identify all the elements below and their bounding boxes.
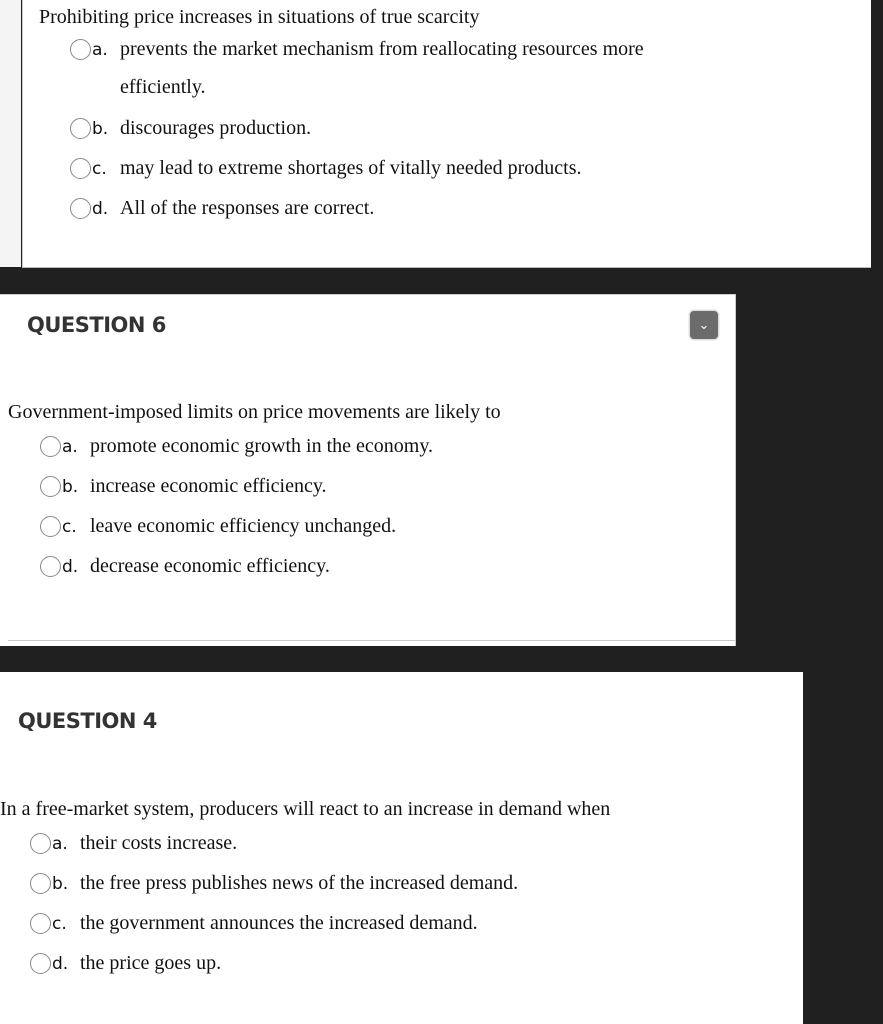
option-text: decrease economic efficiency. xyxy=(90,555,330,577)
option-letter: c. xyxy=(92,159,107,179)
question-panel-previous xyxy=(22,0,871,268)
option-b[interactable] xyxy=(40,475,327,505)
option-letter: a. xyxy=(52,834,68,854)
chevron-down-icon[interactable]: ⌄ xyxy=(689,310,719,340)
option-letter: c. xyxy=(52,914,67,934)
question-heading: QUESTION 4 xyxy=(18,709,157,733)
question-panel-6 xyxy=(0,294,736,646)
radio-button[interactable] xyxy=(30,833,51,854)
option-c[interactable] xyxy=(70,157,582,187)
option-text: discourages production. xyxy=(120,117,312,139)
option-a[interactable] xyxy=(40,435,433,465)
radio-button[interactable] xyxy=(30,873,51,894)
question-stem: In a free-market system, producers will react to an increase in demand when xyxy=(0,798,611,820)
radio-button[interactable] xyxy=(70,158,91,179)
option-d[interactable] xyxy=(30,952,221,982)
divider xyxy=(8,640,735,641)
option-text: increase economic efficiency. xyxy=(90,475,327,497)
radio-button[interactable] xyxy=(40,436,61,457)
option-letter: d. xyxy=(52,954,69,974)
option-letter: c. xyxy=(62,517,77,537)
option-b[interactable] xyxy=(30,872,518,902)
option-text: All of the responses are correct. xyxy=(120,197,375,219)
option-letter: d. xyxy=(62,557,79,577)
question-stem: Government-imposed limits on price movements are likely to xyxy=(8,401,501,423)
option-text: the price goes up. xyxy=(80,952,222,974)
option-letter: b. xyxy=(62,477,79,497)
option-c[interactable] xyxy=(40,515,396,545)
question-heading: QUESTION 6 xyxy=(27,313,166,337)
radio-button[interactable] xyxy=(30,913,51,934)
option-a[interactable] xyxy=(30,832,237,862)
option-text: promote economic growth in the economy. xyxy=(90,435,434,457)
option-letter: a. xyxy=(92,40,108,60)
option-text: the free press publishes news of the increased demand. xyxy=(80,872,519,894)
question-stem: Prohibiting price increases in situations of true scarcity xyxy=(39,6,480,28)
option-letter: a. xyxy=(62,437,78,457)
option-d[interactable] xyxy=(70,197,374,227)
left-gutter xyxy=(0,0,21,267)
option-text: the government announces the increased demand. xyxy=(80,912,478,934)
radio-button[interactable] xyxy=(40,476,61,497)
option-letter: b. xyxy=(52,874,69,894)
radio-button[interactable] xyxy=(30,953,51,974)
option-letter: d. xyxy=(92,199,109,219)
option-text: prevents the market mechanism from reallocating resources more efficiently. xyxy=(120,38,644,98)
option-text: may lead to extreme shortages of vitally needed products. xyxy=(120,157,582,179)
option-a[interactable] xyxy=(70,38,644,106)
option-b[interactable] xyxy=(70,117,311,147)
option-d[interactable] xyxy=(40,555,330,585)
option-text: leave economic efficiency unchanged. xyxy=(90,515,397,537)
radio-button[interactable] xyxy=(40,556,61,577)
radio-button[interactable] xyxy=(70,198,91,219)
option-letter: b. xyxy=(92,119,109,139)
radio-button[interactable] xyxy=(70,118,91,139)
radio-button[interactable] xyxy=(70,39,91,60)
question-panel-4 xyxy=(0,672,803,1024)
option-text: their costs increase. xyxy=(80,832,238,854)
option-c[interactable] xyxy=(30,912,478,942)
radio-button[interactable] xyxy=(40,516,61,537)
